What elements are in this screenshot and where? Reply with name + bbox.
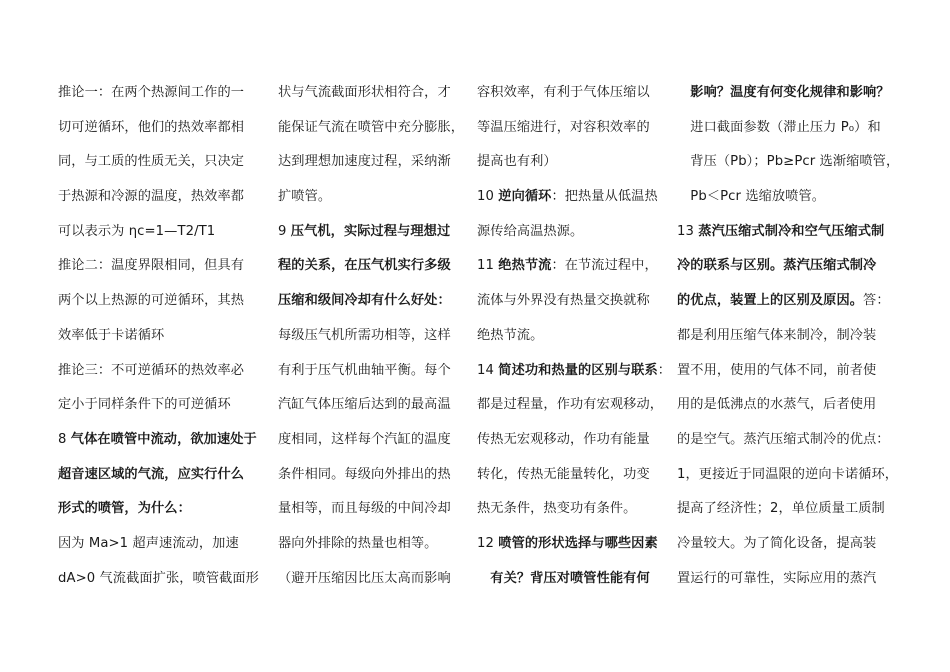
text-line (278, 354, 468, 389)
text-line (677, 492, 907, 527)
text-segment: 效率低于卡诺循环 (58, 327, 165, 343)
text-segment: 13 (677, 223, 699, 239)
text-segment: 10 (477, 189, 499, 205)
text-line (278, 319, 468, 354)
bold-text-segment: 逆向循环 (498, 189, 552, 205)
text-segment: 器向外排除的热量也相等。 (278, 535, 438, 551)
text-segment: 11 (477, 258, 499, 274)
text-line (677, 249, 907, 284)
text-line (677, 76, 907, 111)
text-segment: 置不用，使用的气体不同，前者使 (677, 362, 877, 378)
text-segment: ： (657, 362, 672, 378)
text-line (477, 492, 667, 527)
text-line (477, 145, 667, 180)
bold-text-segment: 影响？温度有何变化规律和影响？ (677, 85, 890, 100)
text-segment: 能保证气流在喷管中充分膨胀， (278, 119, 465, 135)
text-line (477, 215, 667, 250)
text-segment: 容积效率，有利于气体压缩以 (477, 85, 650, 100)
text-line (677, 562, 907, 597)
text-line (58, 354, 258, 389)
text-line (58, 388, 258, 423)
text-segment: 置运行的可靠性，实际应用的蒸汽 (677, 570, 877, 586)
text-segment: 背压（Pb）；Pb≥Pcr 选渐缩喷管， (677, 154, 900, 170)
text-segment: 推论二：温度界限相同，但具有 (58, 258, 245, 274)
text-line (58, 249, 258, 284)
text-segment: 答： (863, 293, 890, 309)
text-segment: 冷量较大。为了简化设备，提高装 (677, 535, 877, 551)
text-line (677, 354, 907, 389)
text-segment: 每级压气机所需功相等，这样 (278, 327, 451, 343)
text-line (477, 180, 667, 215)
text-line (677, 423, 907, 458)
text-line (477, 388, 667, 423)
text-line (477, 249, 667, 284)
text-column-1 (58, 76, 258, 596)
text-line (278, 423, 468, 458)
text-line (58, 562, 258, 597)
text-line (58, 492, 258, 527)
text-line (278, 527, 468, 562)
text-line (58, 215, 258, 250)
bold-text-segment: 有关？背压对喷管性能有何 (477, 570, 650, 586)
text-line (278, 562, 468, 597)
text-segment: 热无条件，热变功有条件。 (477, 501, 637, 517)
text-segment: 流体与外界没有热量交换就称 (477, 293, 650, 309)
text-line (58, 76, 258, 111)
text-segment: 扩喷管。 (278, 189, 332, 205)
text-line (278, 76, 468, 111)
text-segment: 9 (278, 223, 291, 239)
text-segment: 度相同，这样每个汽缸的温度 (278, 431, 451, 447)
text-line (477, 284, 667, 319)
text-segment: 8 (58, 431, 71, 447)
text-line (477, 319, 667, 354)
text-segment: Pb＜Pcr 选缩放喷管。 (677, 189, 826, 205)
text-segment: 传热无宏观移动，作功有能量 (477, 431, 650, 447)
text-line (58, 319, 258, 354)
text-line (278, 284, 468, 319)
text-line (477, 423, 667, 458)
text-line (677, 111, 907, 146)
bold-text-segment: 超音速区域的气流，应实行什么 (58, 466, 245, 482)
text-segment: 源传给高温热源。 (477, 223, 584, 239)
text-line (278, 215, 468, 250)
bold-text-segment: 程的关系，在压气机实行多级 (278, 258, 451, 274)
text-segment: 都是利用压缩气体来制冷，制冷装 (677, 327, 877, 343)
text-line (278, 180, 468, 215)
text-line (477, 111, 667, 146)
text-segment: 两个以上热源的可逆循环，其热 (58, 293, 245, 309)
bold-text-segment: 简述功和热量的区别与联系 (498, 362, 658, 378)
text-segment: 定小于同样条件下的可逆循环 (58, 397, 231, 413)
text-segment: 提高了经济性；2，单位质量工质制 (677, 501, 885, 517)
text-segment: 绝热节流。 (477, 327, 544, 343)
text-line (677, 145, 907, 180)
text-line (477, 76, 667, 111)
bold-text-segment: 喷管的形状选择与哪些因素 (498, 535, 658, 551)
text-segment: 同，与工质的性质无关，只决定 (58, 154, 245, 170)
bold-text-segment: 形式的喷管，为什么： (58, 501, 191, 517)
text-line (677, 458, 907, 493)
text-segment: dA>0 气流截面扩张，喷管截面形 (58, 570, 259, 586)
text-segment: 等温压缩进行，对容积效率的 (477, 119, 650, 135)
text-segment: 因为 Ma>1 超声速流动，加速 (58, 535, 239, 551)
text-segment: 切可逆循环，他们的热效率都相 (58, 119, 245, 135)
text-line (58, 111, 258, 146)
text-line (278, 145, 468, 180)
text-segment: 用的是低沸点的水蒸气，后者使用 (677, 397, 877, 413)
text-segment: 进口截面参数（滞止压力 P₀）和 (677, 119, 881, 135)
bold-text-segment: 的优点，装置上的区别及原因。 (677, 293, 864, 309)
text-line (58, 145, 258, 180)
text-column-2 (278, 76, 468, 596)
text-segment: 条件相同。每级向外排出的热 (278, 466, 451, 482)
text-segment: 量相等，而且每级的中间冷却 (278, 501, 451, 517)
text-segment: 都是过程量，作功有宏观移动， (477, 397, 664, 413)
text-line (677, 319, 907, 354)
text-line (278, 458, 468, 493)
bold-text-segment: 绝热节流 (498, 258, 552, 274)
text-line (677, 215, 907, 250)
text-segment: 汽缸气体压缩后达到的最高温 (278, 397, 451, 413)
text-line (477, 354, 672, 389)
text-line (677, 284, 907, 319)
bold-text-segment: 蒸汽压缩式制冷和空气压缩式制 (698, 223, 885, 239)
text-segment: 可以表示为 ηc=1—T2/T1 (58, 223, 216, 239)
text-line (58, 527, 258, 562)
text-segment: 推论一：在两个热源间工作的一 (58, 85, 245, 100)
text-segment: 14 (477, 362, 499, 378)
text-line (278, 249, 468, 284)
text-segment: （避开压缩因比压太高而影响 (278, 570, 451, 586)
text-segment: ：在节流过程中， (551, 258, 658, 274)
text-segment: 达到理想加速度过程，采纳渐 (278, 154, 451, 170)
text-segment: 提高也有利） (477, 154, 557, 170)
text-segment: 的是空气。蒸汽压缩式制冷的优点： (677, 431, 890, 447)
bold-text-segment: 冷的联系与区别。蒸汽压缩式制冷 (677, 258, 877, 274)
text-column-4 (677, 76, 907, 596)
text-line (58, 284, 258, 319)
text-line (477, 458, 667, 493)
text-line (477, 527, 667, 562)
text-line (58, 180, 258, 215)
text-line (58, 423, 258, 458)
bold-text-segment: 压缩和级间冷却有什么好处： (278, 293, 451, 309)
bold-text-segment: 气体在喷管中流动，欲加速处于 (70, 431, 257, 447)
text-line (278, 388, 468, 423)
text-line (677, 527, 907, 562)
bold-text-segment: 压气机，实际过程与理想过 (290, 223, 451, 239)
text-line (677, 388, 907, 423)
text-segment: ：把热量从低温热 (551, 189, 658, 205)
text-segment: 1，更接近于同温限的逆向卡诺循环， (677, 466, 899, 482)
text-line (278, 111, 468, 146)
text-line (477, 562, 667, 597)
text-segment: 12 (477, 535, 499, 551)
text-segment: 于热源和冷源的温度，热效率都 (58, 189, 245, 205)
text-segment: 状与气流截面形状相符合，才 (278, 85, 451, 100)
text-line (278, 492, 468, 527)
text-column-3 (477, 76, 672, 596)
text-line (58, 458, 258, 493)
text-segment: 有利于压气机曲轴平衡。每个 (278, 362, 451, 378)
text-segment: 转化，传热无能量转化，功变 (477, 466, 650, 482)
text-line (677, 180, 907, 215)
text-segment: 推论三：不可逆循环的热效率必 (58, 362, 245, 378)
